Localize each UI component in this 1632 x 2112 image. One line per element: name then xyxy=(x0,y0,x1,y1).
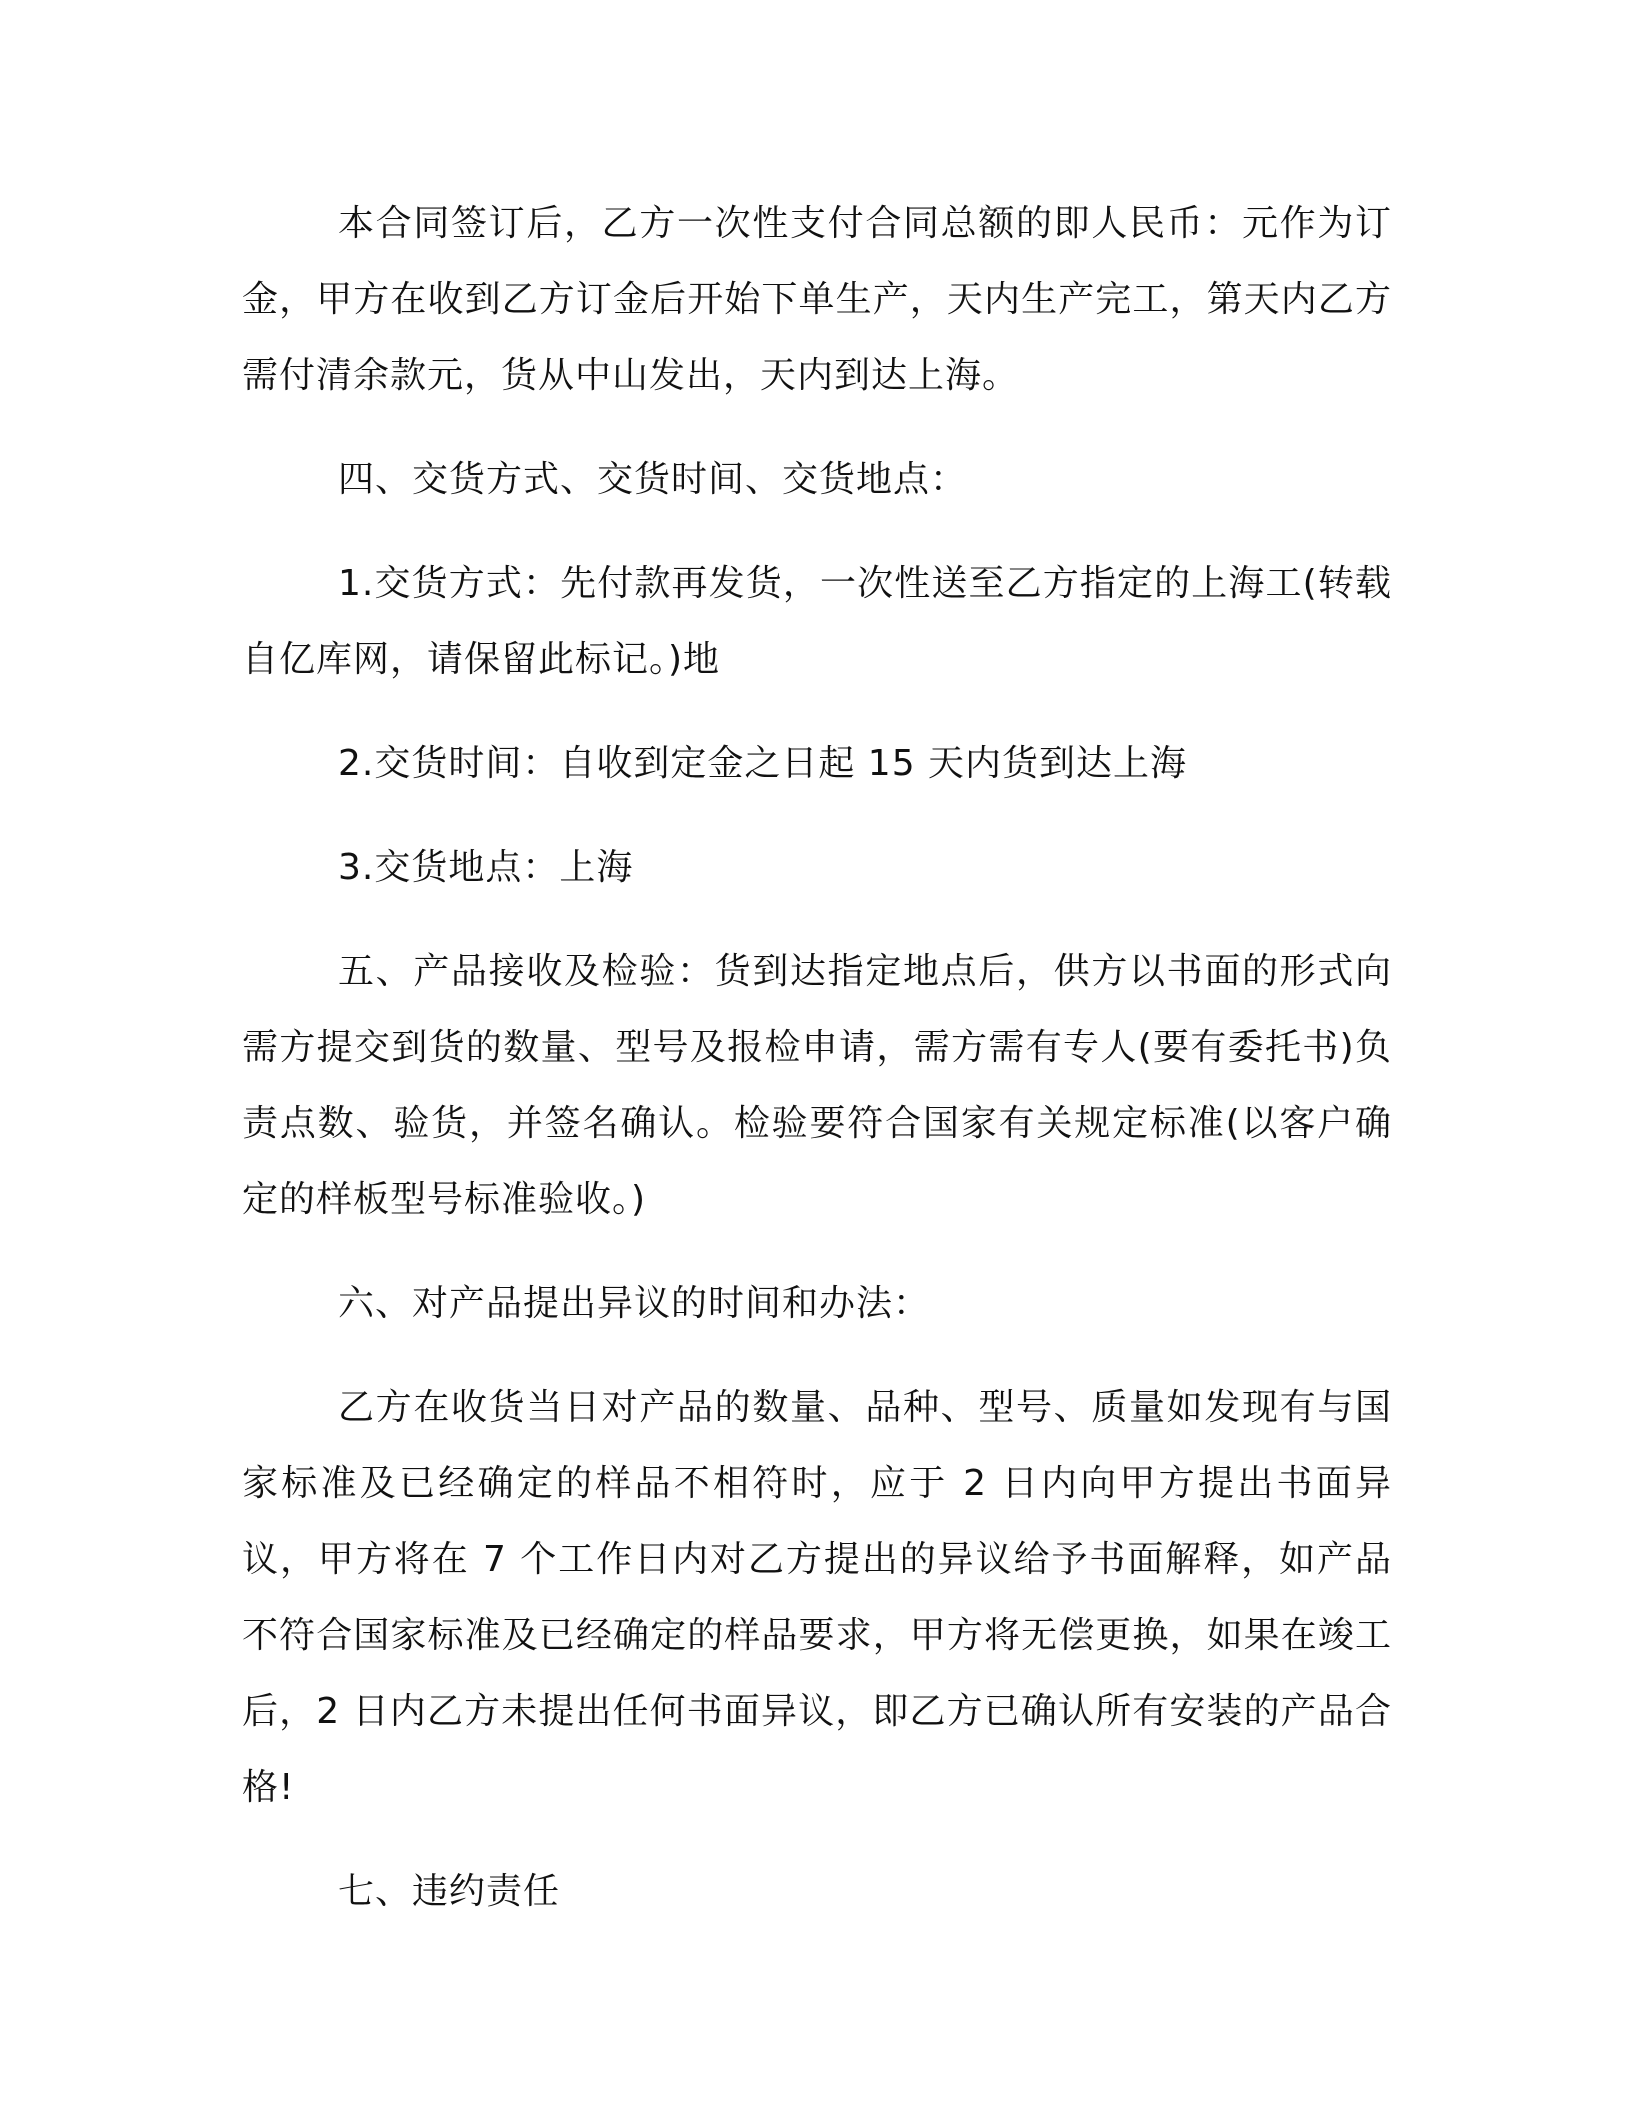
document-body xyxy=(242,186,1392,1930)
paragraph-delivery-method: 1.交货方式：先付款再发货，一次性送至乙方指定的上海工(转载自亿库网，请保留此标记。)地 xyxy=(242,563,1392,680)
paragraph-payment-terms: 本合同签订后，乙方一次性支付合同总额的即人民币：元作为订金，甲方在收到乙方订金后开始下单生产，天内生产完工，第天内乙方需付清余款元，货从中山发出，天内到达上海。 xyxy=(242,203,1392,396)
section-heading-liability: 七、违约责任 xyxy=(338,1871,561,1912)
section-heading-delivery: 四、交货方式、交货时间、交货地点： xyxy=(338,459,968,500)
paragraph-objection-procedure: 乙方在收货当日对产品的数量、品种、型号、质量如发现有与国家标准及已经确定的样品不相符时，应于 2 日内向甲方提出书面异议，甲方将在 7 个工作日内对乙方提出的异议给予书面解释，如产品不符合国家标准及已经确定的样品要求，甲方将无偿更换，如果在竣工后，2 日内乙方未提出任何书面异议，即乙方已确认所有安装的产品合格! xyxy=(242,1387,1392,1808)
paragraph-acceptance-inspection: 五、产品接收及检验：货到达指定地点后，供方以书面的形式向需方提交到货的数量、型号及报检申请，需方需有专人(要有委托书)负责点数、验货，并签名确认。检验要符合国家有关规定标准(以客户确定的样板型号标准验收。) xyxy=(242,951,1392,1220)
paragraph-delivery-location: 3.交货地点：上海 xyxy=(338,847,634,888)
paragraph-delivery-time: 2.交货时间：自收到定金之日起 15 天内货到达上海 xyxy=(338,743,1188,784)
section-heading-objections: 六、对产品提出异议的时间和办法： xyxy=(338,1283,931,1324)
